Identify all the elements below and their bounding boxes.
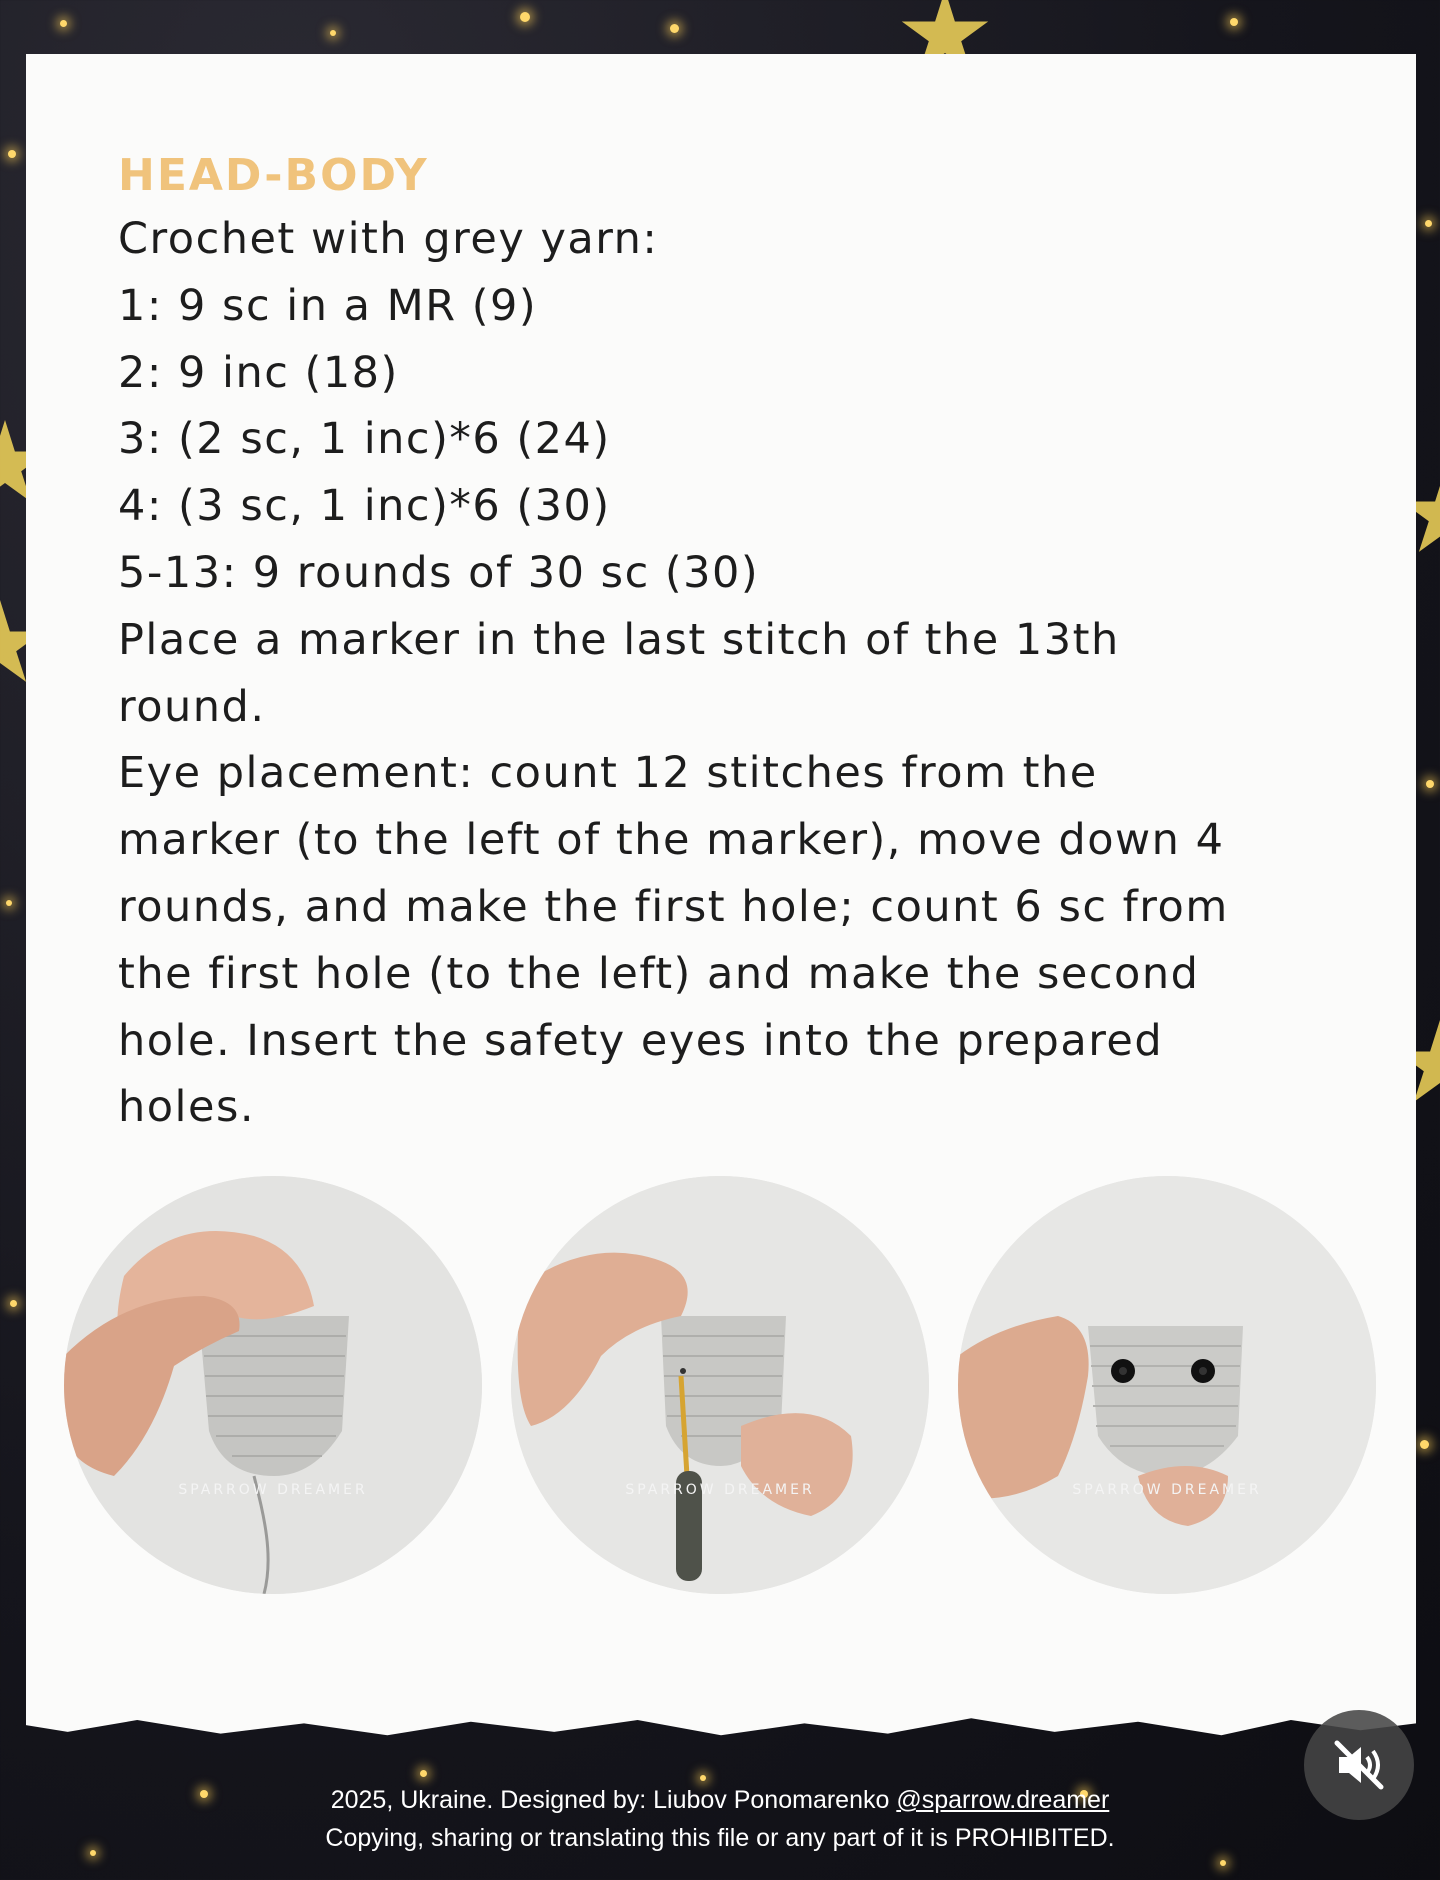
muted-speaker-icon [1329, 1735, 1389, 1795]
instruction-line: rounds, and make the first hole; count 6 sc from [118, 881, 1229, 932]
step-photo-2 [511, 1176, 929, 1594]
photo-hand-holding-crochet-body [64, 1176, 482, 1594]
instruction-line: 1: 9 sc in a MR (9) [118, 280, 538, 331]
instruction-line: the first hole (to the left) and make the second [118, 948, 1200, 999]
photo-crochet-hook-making-hole [511, 1176, 929, 1594]
photo-safety-eyes-inserted [958, 1176, 1376, 1594]
instruction-line: 2: 9 inc (18) [118, 347, 399, 398]
instruction-line: hole. Insert the safety eyes into the prepared [118, 1015, 1164, 1066]
instruction-line: Crochet with grey yarn: [118, 214, 659, 264]
footer-copyright: Copying, sharing or translating this file or any part of it is PROHIBITED. [325, 1824, 1115, 1852]
designer-handle-link[interactable]: @sparrow.dreamer [896, 1786, 1110, 1814]
instruction-line: Place a marker in the last stitch of the 13th [118, 614, 1120, 665]
svg-text:SPARROW DREAMER: SPARROW DREAMER [1072, 1482, 1262, 1498]
instruction-line: Eye placement: count 12 stitches from the [118, 748, 1098, 799]
svg-text:SPARROW DREAMER: SPARROW DREAMER [178, 1482, 368, 1498]
svg-text:SPARROW DREAMER: SPARROW DREAMER [625, 1482, 815, 1498]
instruction-line: round. [118, 681, 266, 732]
section-heading: HEAD-BODY [118, 150, 429, 201]
instruction-line: 3: (2 sc, 1 inc)*6 (24) [118, 414, 611, 465]
mute-toggle-button[interactable] [1304, 1710, 1414, 1820]
instruction-line: 4: (3 sc, 1 inc)*6 (30) [118, 481, 611, 532]
instructions-text [118, 206, 1338, 1141]
credit-text: 2025, Ukraine. Designed by: Liubov Ponomarenko [330, 1786, 897, 1814]
instruction-line: 5-13: 9 rounds of 30 sc (30) [118, 547, 760, 598]
footer-credit [0, 1786, 1440, 1815]
step-photo-3 [958, 1176, 1376, 1594]
instruction-line: holes. [118, 1082, 256, 1133]
step-photo-1 [64, 1176, 482, 1594]
instruction-line: marker (to the left of the marker), move down 4 [118, 815, 1225, 866]
